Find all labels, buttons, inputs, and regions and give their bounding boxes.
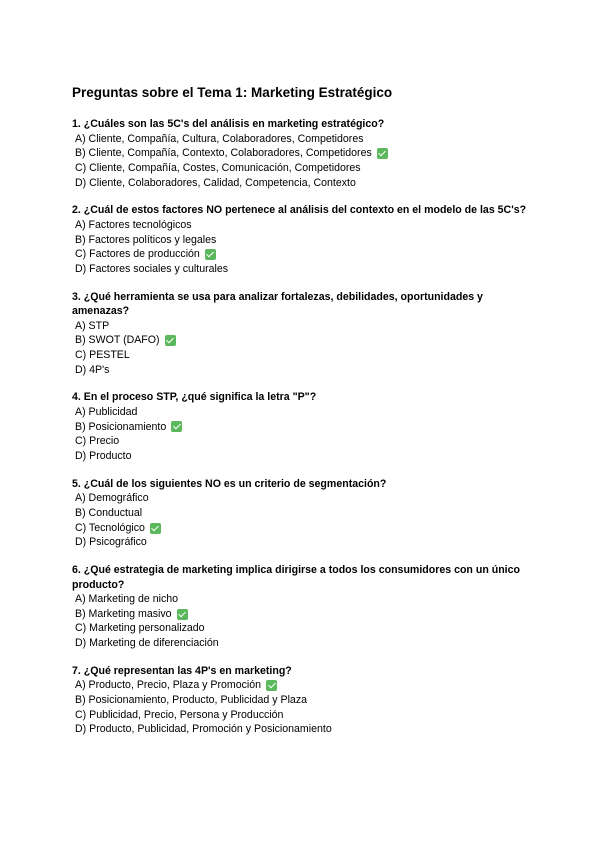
answer-option-label: B) Posicionamiento, Producto, Publicidad y Plaza (75, 694, 308, 707)
answer-option (75, 161, 542, 176)
answer-option (75, 405, 542, 420)
answer-option (75, 363, 542, 378)
answer-option (75, 708, 542, 723)
check-mark-icon (165, 335, 176, 346)
answer-option (75, 535, 542, 550)
answer-option-label: A) Demográfico (75, 492, 149, 505)
answer-option (75, 621, 542, 636)
answer-option-label: D) Factores sociales y culturales (75, 262, 229, 275)
question-2 (72, 203, 542, 276)
answer-option (75, 348, 542, 363)
question-text: 7. ¿Qué representan las 4P's en marketing? (72, 664, 292, 677)
answer-option-label: D) 4P's (75, 363, 110, 376)
question-6 (72, 563, 542, 651)
answer-option (75, 592, 542, 607)
answer-option (75, 678, 542, 693)
answer-option (75, 176, 542, 191)
answer-option-label: B) Marketing masivo (75, 607, 172, 620)
answer-option-label: C) Tecnológico (75, 521, 145, 534)
check-mark-icon (205, 249, 216, 260)
answer-option-label: A) Publicidad (75, 405, 138, 418)
check-mark-icon (171, 421, 182, 432)
answer-option-label: D) Psicográfico (75, 536, 147, 549)
answer-option-label: B) Conductual (75, 506, 143, 519)
answer-option (75, 262, 542, 277)
answer-option-label: A) Producto, Precio, Plaza y Promoción (75, 679, 262, 692)
answer-option (75, 420, 542, 435)
answer-option-label: A) Cliente, Compañía, Cultura, Colaboradores, Competidores (75, 132, 364, 145)
answer-option (75, 132, 542, 147)
answer-option-label: A) STP (75, 319, 110, 332)
answer-option-label: C) PESTEL (75, 349, 130, 362)
answer-option (75, 247, 542, 262)
answer-option-label: B) Posicionamiento (75, 420, 167, 433)
answer-option (75, 521, 542, 536)
document-page (72, 84, 542, 750)
question-list (72, 117, 542, 737)
answer-option-label: C) Marketing personalizado (75, 622, 205, 635)
answer-option (75, 333, 542, 348)
answer-option (75, 233, 542, 248)
question-text: 4. En el proceso STP, ¿qué significa la letra "P"? (72, 391, 317, 404)
answer-option-label: D) Cliente, Colaboradores, Calidad, Competencia, Contexto (75, 176, 356, 189)
answer-option-label: A) Marketing de nicho (75, 593, 179, 606)
answer-option-label: C) Precio (75, 435, 120, 448)
answer-option-label: D) Producto, Publicidad, Promoción y Posicionamiento (75, 723, 332, 736)
answer-option-label: D) Marketing de diferenciación (75, 637, 219, 650)
answer-option (75, 319, 542, 334)
question-5 (72, 477, 542, 550)
answer-option (75, 636, 542, 651)
answer-option-label: B) Cliente, Compañía, Contexto, Colaboradores, Competidores (75, 147, 372, 160)
question-1 (72, 117, 542, 190)
answer-option (75, 434, 542, 449)
answer-option-label: D) Producto (75, 450, 132, 463)
question-4 (72, 390, 542, 463)
answer-option-label: A) Factores tecnológicos (75, 218, 192, 231)
question-3 (72, 290, 542, 378)
answer-option (75, 491, 542, 506)
question-text: 5. ¿Cuál de los siguientes NO es un criterio de segmentación? (72, 477, 387, 490)
answer-option (75, 449, 542, 464)
check-mark-icon (266, 680, 277, 691)
check-mark-icon (177, 609, 188, 620)
answer-option-label: B) SWOT (DAFO) (75, 334, 160, 347)
answer-option (75, 218, 542, 233)
answer-option (75, 506, 542, 521)
question-text: 6. ¿Qué estrategia de marketing implica dirigirse a todos los consumidores con un único producto? (72, 564, 520, 591)
answer-option (75, 722, 542, 737)
answer-option (75, 146, 542, 161)
answer-option-label: B) Factores políticos y legales (75, 233, 217, 246)
answer-option-label: C) Factores de producción (75, 248, 200, 261)
check-mark-icon (377, 148, 388, 159)
answer-option-label: C) Publicidad, Precio, Persona y Producción (75, 708, 284, 721)
question-text: 3. ¿Qué herramienta se usa para analizar fortalezas, debilidades, oportunidades y amenazas? (72, 290, 483, 318)
answer-option (75, 693, 542, 708)
page-title: Preguntas sobre el Tema 1: Marketing Estratégico (72, 85, 393, 100)
question-text: 1. ¿Cuáles son las 5C's del análisis en marketing estratégico? (72, 118, 385, 130)
answer-option-label: C) Cliente, Compañía, Costes, Comunicación, Competidores (75, 161, 361, 174)
check-mark-icon (150, 523, 161, 534)
question-text: 2. ¿Cuál de estos factores NO pertenece al análisis del contexto en el modelo de las 5C's? (72, 204, 527, 217)
question-7 (72, 664, 542, 737)
answer-option (75, 607, 542, 622)
